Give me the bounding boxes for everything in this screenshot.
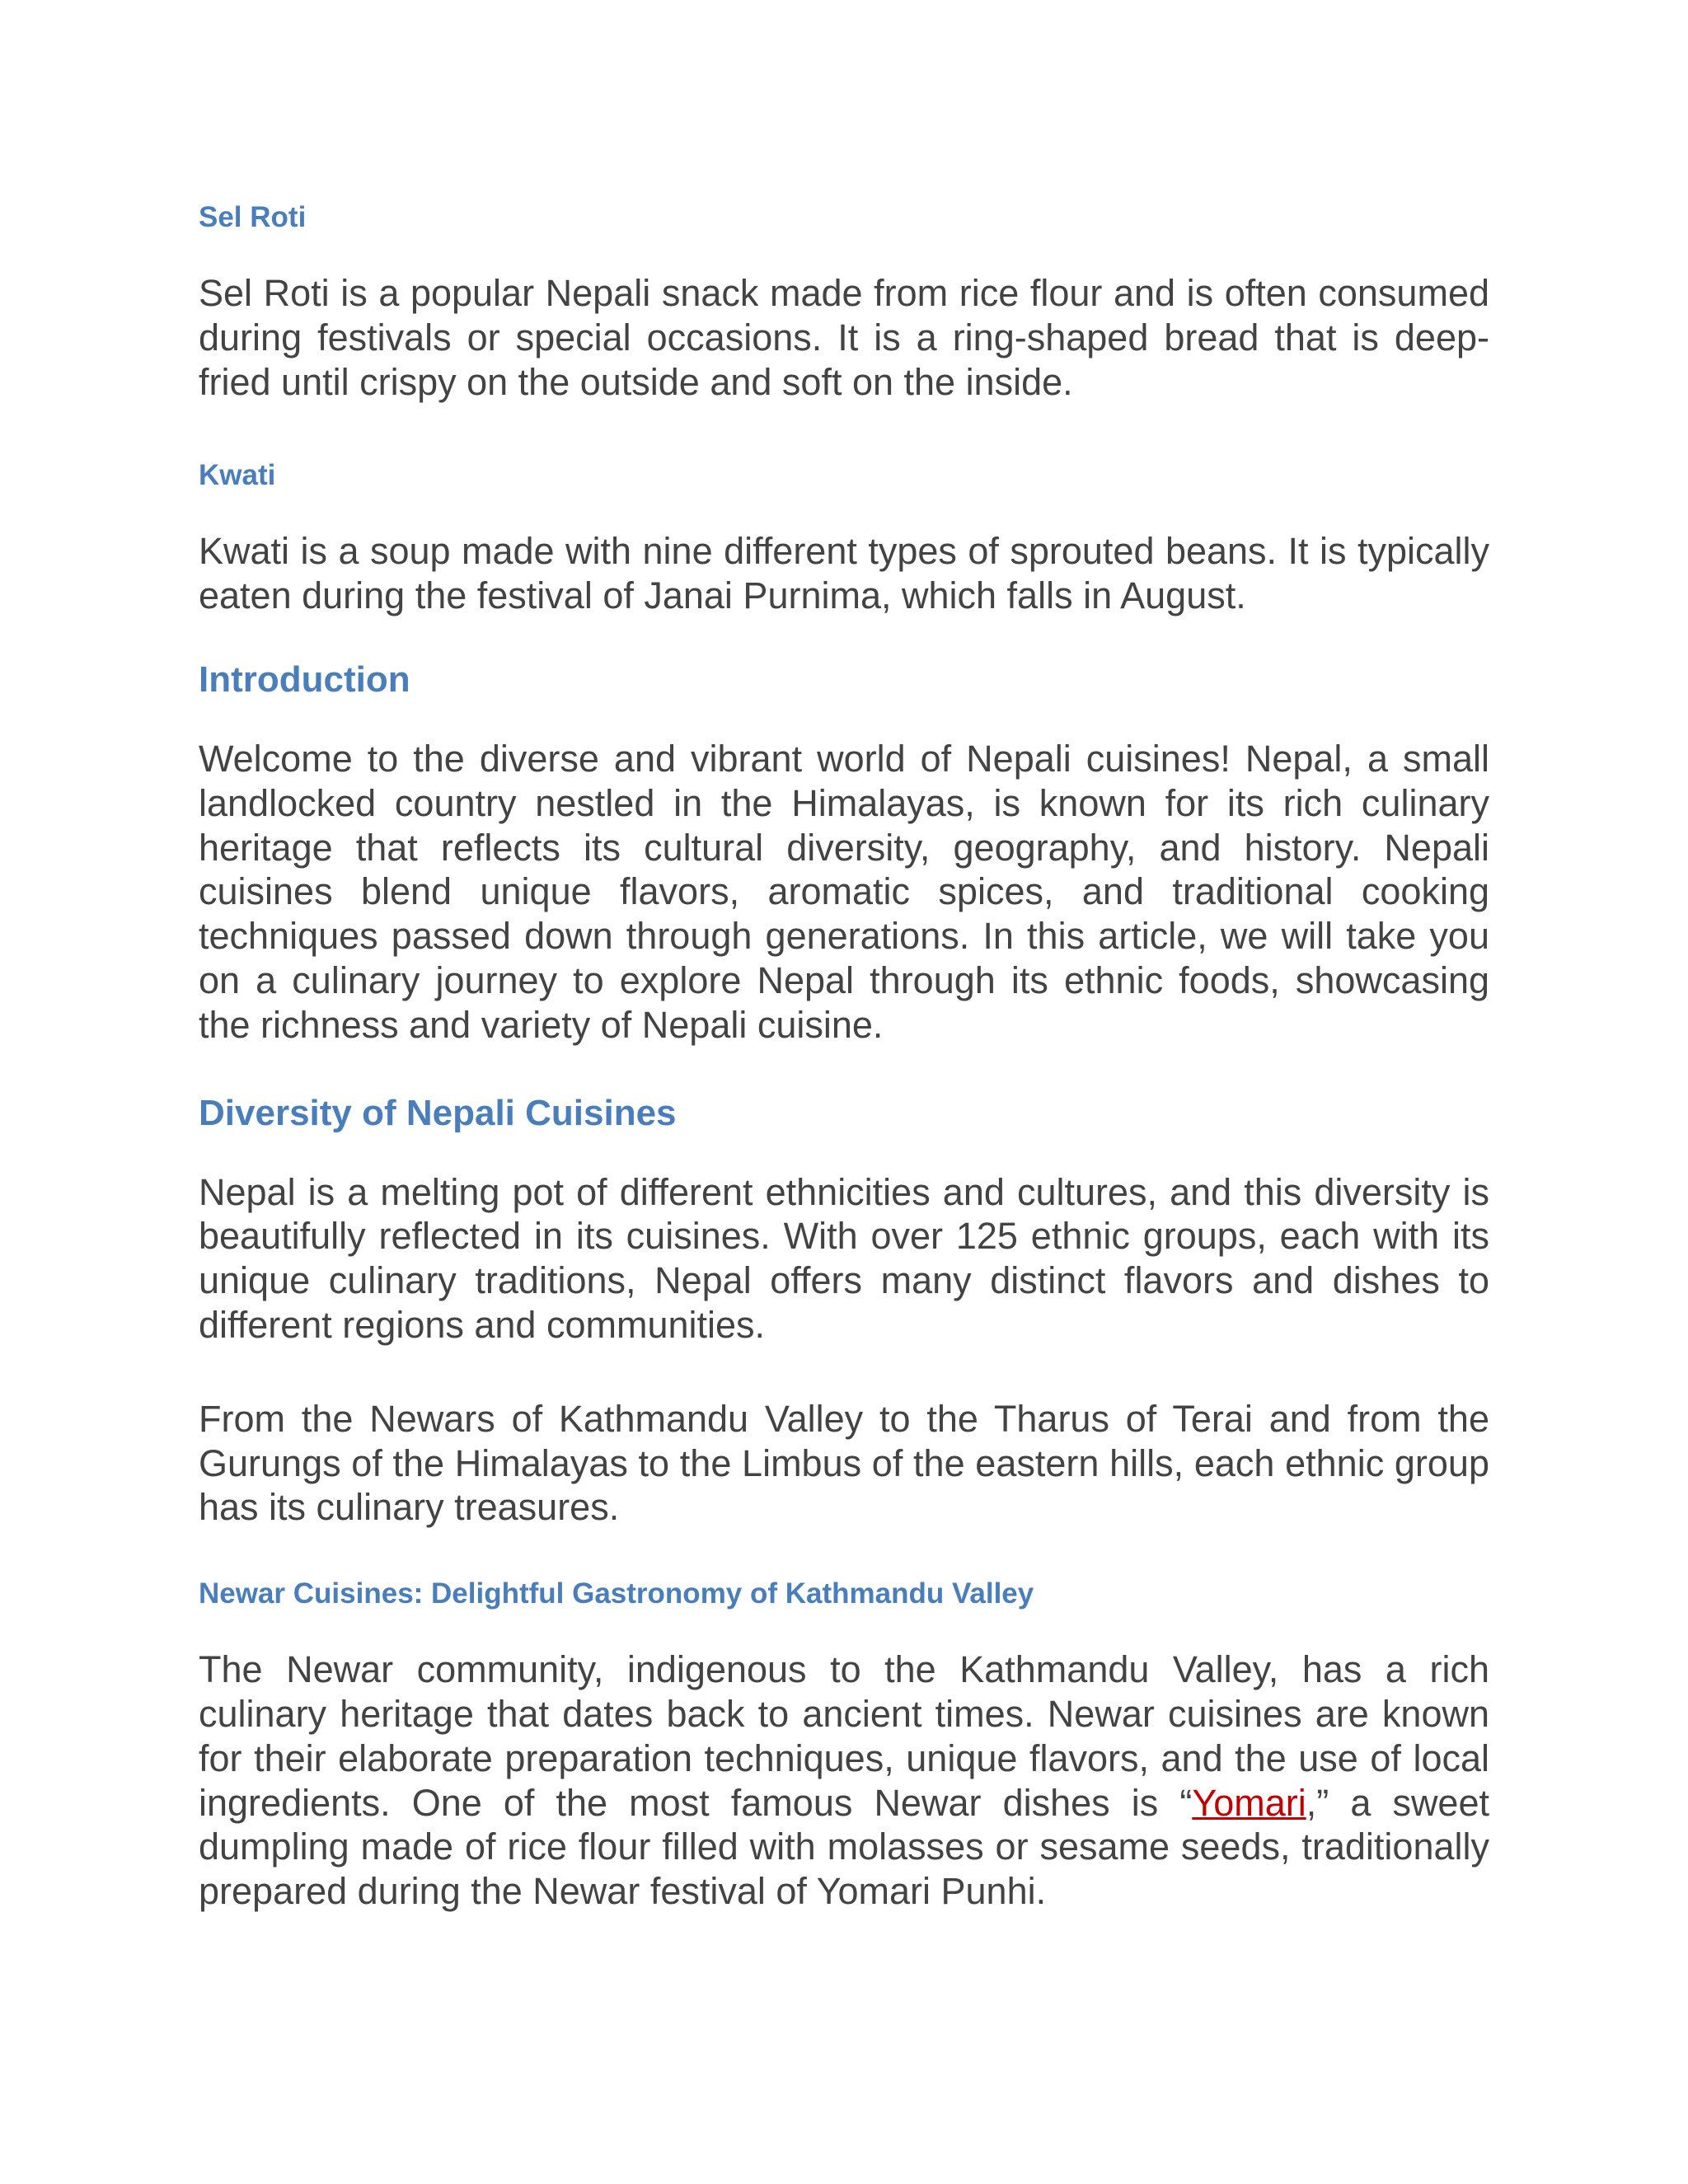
heading-sel-roti: Sel Roti [199,201,307,233]
heading-diversity: Diversity of Nepali Cuisines [199,1092,677,1133]
yomari-link[interactable]: Yomari [1192,1781,1306,1824]
paragraph-diversity-1: Nepal is a melting pot of different ethnicities and cultures, and this diversity is beautifully reflected in its cuisines. With over 125 ethnic groups, each with its unique culinary traditions, Nepal offers many distinct flavors and dishes to different regions and communities. [199,1170,1489,1346]
paragraph-diversity-2: From the Newars of Kathmandu Valley to the Tharus of Terai and from the Gurungs of the Himalayas to the Limbus of the eastern hills, each ethnic group has its culinary treasures. [199,1397,1489,1529]
paragraph-newar-text-before: The Newar community, indigenous to the Kathmandu Valley, has a rich culinary heritage that dates back to ancient times. Newar cuisines are known for their elaborate preparation techniques, unique flavors, and the use of local ingredients. One of the most famous Newar dishes is “ [199,1648,1489,1824]
paragraph-kwati: Kwati is a soup made with nine different types of sprouted beans. It is typically eaten during the festival of Janai Purnima, which falls in August. [199,530,1489,617]
heading-kwati: Kwati [199,459,276,492]
document-content [199,198,1489,1914]
paragraph-newar [199,1647,1489,1914]
paragraph-introduction: Welcome to the diverse and vibrant world of Nepali cuisines! Nepal, a small landlocked country nestled in the Himalayas, is known for its rich culinary heritage that reflects its cultural diversity, geography, and history. Nepali cuisines blend unique flavors, aromatic spices, and traditional cooking techniques passed down through generations. In this article, we will take you on a culinary journey to explore Nepal through its ethnic foods, showcasing the richness and variety of Nepali cuisine. [199,737,1489,1046]
heading-introduction: Introduction [199,658,410,700]
paragraph-sel-roti: Sel Roti is a popular Nepali snack made from rice flour and is often consumed during festivals or special occasions. It is a ring-shaped bread that is deep-fried until crispy on the outside and soft on the inside. [199,272,1489,403]
heading-newar: Newar Cuisines: Delightful Gastronomy of Kathmandu Valley [199,1577,1034,1610]
paragraph-newar-text-after: ,” a sweet dumpling made of rice flour filled with molasses or sesame seeds, traditionally prepared during the Newar festival of Yomari Punhi. [199,1781,1489,1913]
